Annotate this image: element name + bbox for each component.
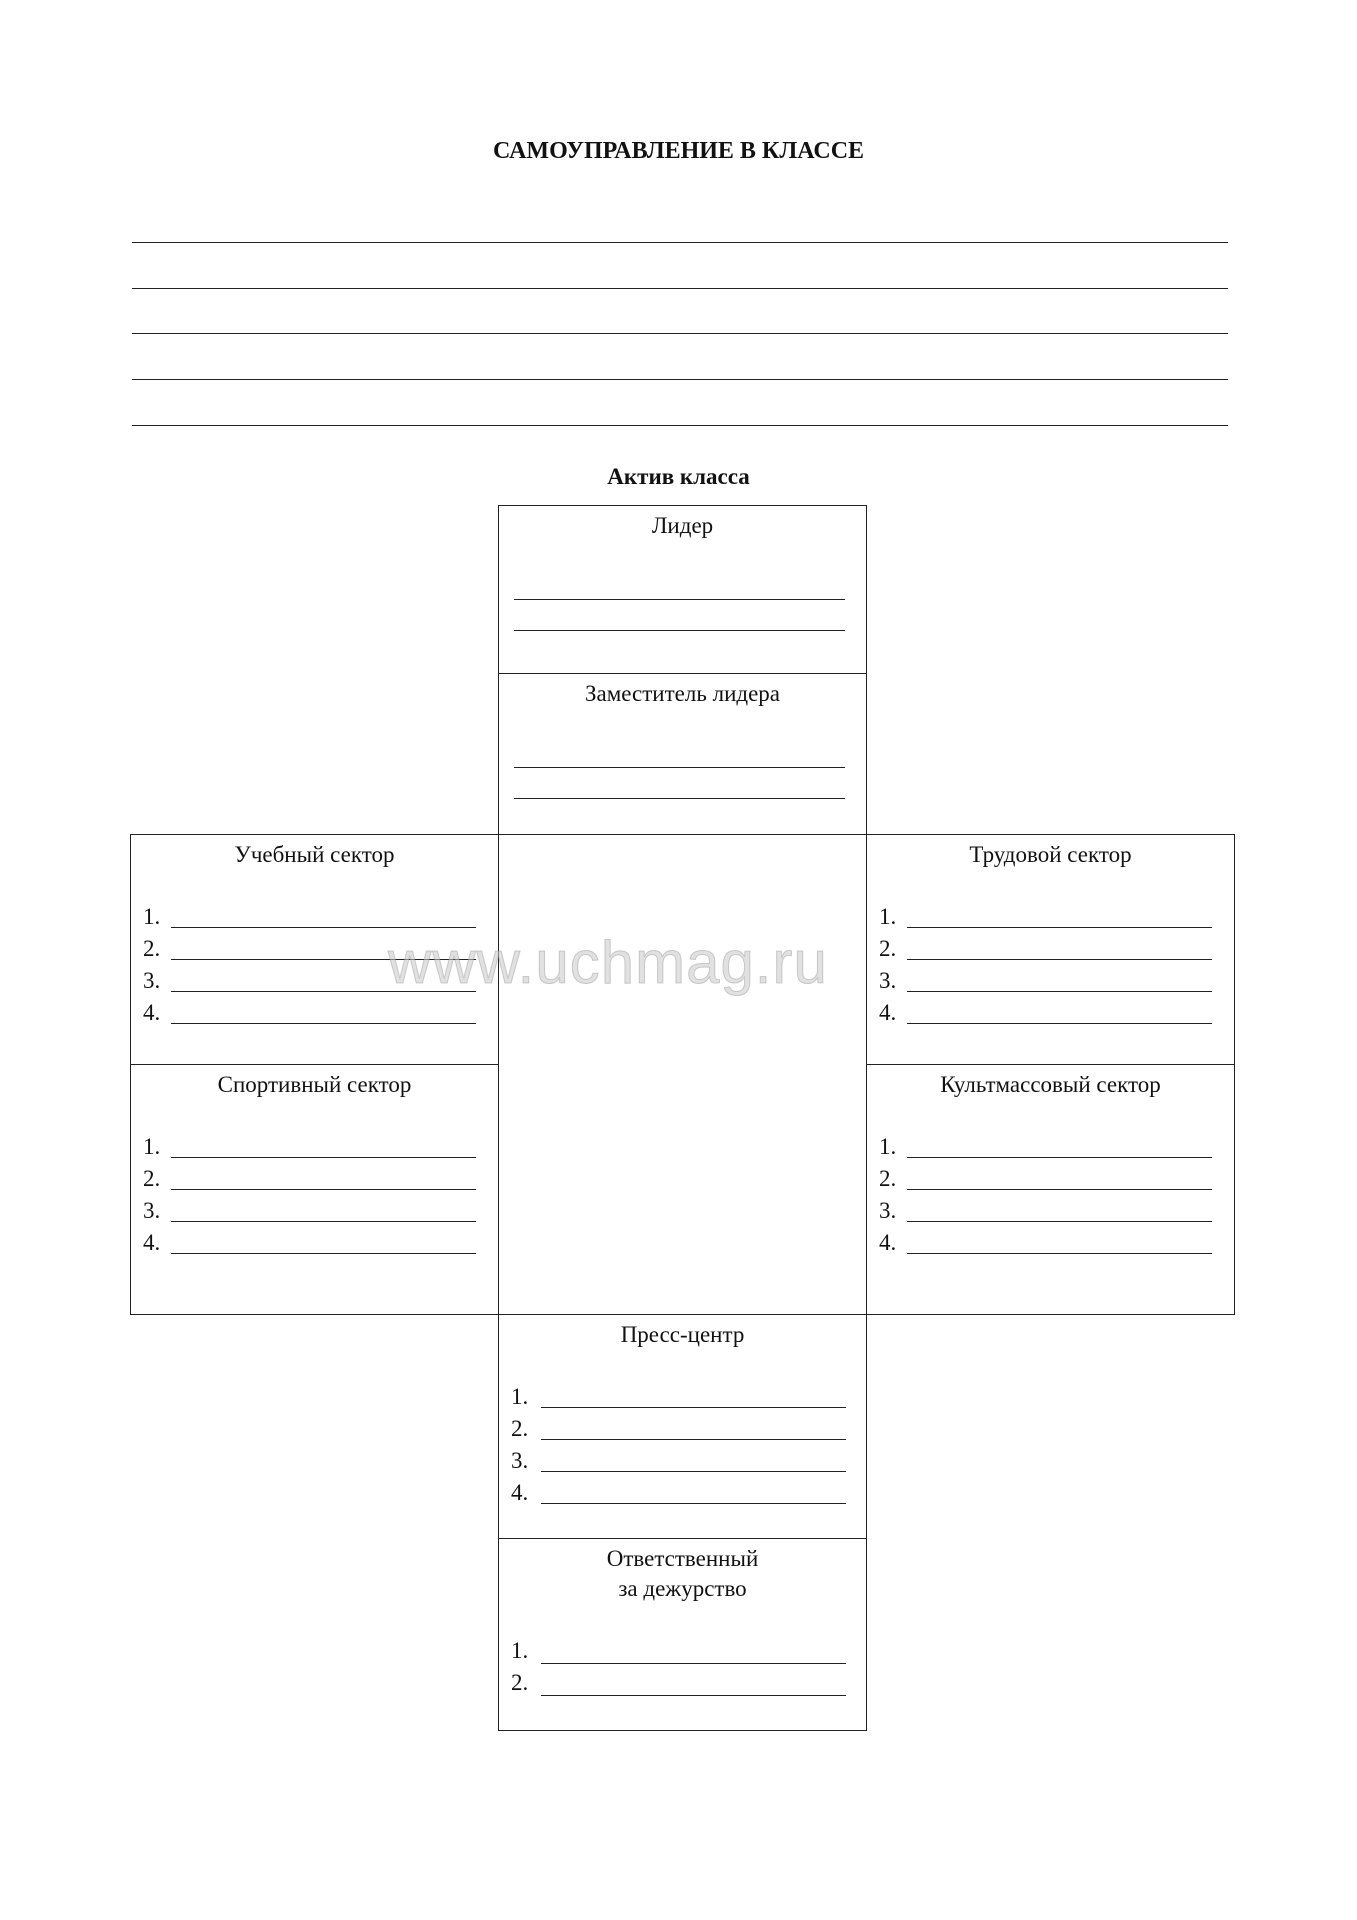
item-number: 1. xyxy=(143,1134,161,1159)
item-number: 4. xyxy=(879,1230,897,1255)
press-center-box xyxy=(498,1314,867,1539)
fill-line[interactable] xyxy=(171,1157,476,1158)
item-number: 2. xyxy=(879,936,897,961)
item-number: 3. xyxy=(879,968,897,993)
item-number: 4. xyxy=(143,1230,161,1255)
writing-line[interactable] xyxy=(132,242,1228,243)
fill-line[interactable] xyxy=(514,599,845,600)
item-number: 2. xyxy=(143,936,161,961)
item-number: 3. xyxy=(511,1448,529,1473)
item-number: 4. xyxy=(511,1480,529,1505)
fill-line[interactable] xyxy=(541,1503,846,1504)
fill-line[interactable] xyxy=(171,1189,476,1190)
box-title: Спортивный сектор xyxy=(217,1072,412,1097)
fill-line[interactable] xyxy=(541,1471,846,1472)
fill-line[interactable] xyxy=(171,1253,476,1254)
deputy-box xyxy=(498,673,867,835)
box-title: Ответственный xyxy=(606,1546,759,1571)
fill-line[interactable] xyxy=(907,1221,1212,1222)
culture-sector-box xyxy=(866,1064,1235,1315)
box-title: Пресс-центр xyxy=(620,1322,745,1347)
box-title: за дежурство xyxy=(618,1576,747,1601)
fill-line[interactable] xyxy=(541,1663,846,1664)
fill-line[interactable] xyxy=(514,767,845,768)
writing-line[interactable] xyxy=(132,425,1228,426)
writing-line[interactable] xyxy=(132,288,1228,289)
fill-line[interactable] xyxy=(907,959,1212,960)
labor-sector-box xyxy=(866,834,1235,1065)
writing-line[interactable] xyxy=(132,379,1228,380)
item-number: 1. xyxy=(511,1638,529,1663)
fill-line[interactable] xyxy=(907,1189,1212,1190)
item-number: 2. xyxy=(511,1670,529,1695)
fill-line[interactable] xyxy=(541,1695,846,1696)
item-number: 1. xyxy=(143,904,161,929)
item-number: 2. xyxy=(511,1416,529,1441)
watermark: www.uchmag.ru xyxy=(388,929,828,996)
fill-line[interactable] xyxy=(907,927,1212,928)
fill-line[interactable] xyxy=(907,1023,1212,1024)
item-number: 4. xyxy=(879,1000,897,1025)
fill-line[interactable] xyxy=(907,1253,1212,1254)
item-number: 4. xyxy=(143,1000,161,1025)
page-title: САМОУПРАВЛЕНИЕ В КЛАССЕ xyxy=(492,138,865,164)
box-title: Лидер xyxy=(651,513,714,538)
fill-line[interactable] xyxy=(541,1439,846,1440)
box-title: Культмассовый сектор xyxy=(940,1072,1161,1097)
box-title: Заместитель лидера xyxy=(584,681,781,706)
item-number: 1. xyxy=(511,1384,529,1409)
item-number: 1. xyxy=(879,904,897,929)
fill-line[interactable] xyxy=(907,1157,1212,1158)
box-title: Учебный сектор xyxy=(234,842,395,867)
fill-line[interactable] xyxy=(907,991,1212,992)
item-number: 3. xyxy=(879,1198,897,1223)
section-title: Актив класса xyxy=(607,464,750,489)
duty-box xyxy=(498,1538,867,1731)
fill-line[interactable] xyxy=(171,1221,476,1222)
item-number: 3. xyxy=(143,968,161,993)
writing-line[interactable] xyxy=(132,333,1228,334)
item-number: 3. xyxy=(143,1198,161,1223)
fill-line[interactable] xyxy=(171,1023,476,1024)
fill-line[interactable] xyxy=(541,1407,846,1408)
fill-line[interactable] xyxy=(514,798,845,799)
item-number: 1. xyxy=(879,1134,897,1159)
box-title: Трудовой сектор xyxy=(969,842,1132,867)
item-number: 2. xyxy=(143,1166,161,1191)
fill-line[interactable] xyxy=(514,630,845,631)
leader-box xyxy=(498,505,867,674)
sport-sector-box xyxy=(130,1064,499,1315)
item-number: 2. xyxy=(879,1166,897,1191)
center-box xyxy=(498,834,867,1315)
